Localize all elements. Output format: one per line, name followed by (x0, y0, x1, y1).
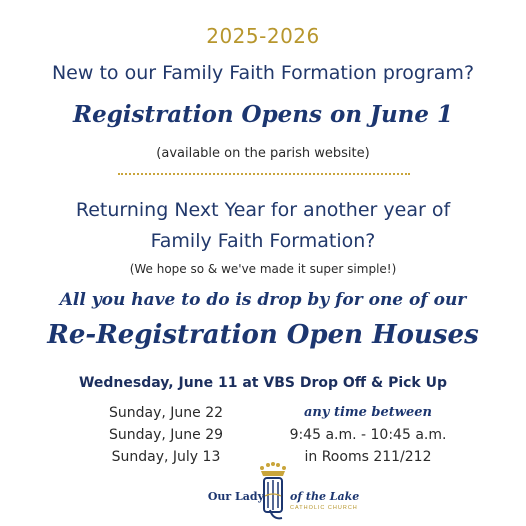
registration-opens-heading: Registration Opens on June 1 (72, 101, 454, 128)
crown-crest-icon (256, 462, 290, 522)
logo-text-of-the-lake: of the Lake (290, 490, 360, 503)
wednesday-date: Wednesday, June 11 at VBS Drop Off & Pick Up (78, 375, 448, 391)
logo-text-our-lady: Our Lady (207, 490, 264, 503)
logo-subtext: CATHOLIC CHURCH (290, 505, 358, 511)
anytime-label: any time between (303, 405, 432, 420)
sunday-date: Sunday, July 13 (111, 449, 221, 465)
all-you-do-text: All you have to do is drop by for one of our (59, 290, 467, 310)
hope-note: (We hope so & we've made it super simple!) (129, 262, 397, 276)
returning-question-line1: Returning Next Year for another year of (75, 199, 451, 221)
sunday-date: Sunday, June 22 (108, 405, 224, 421)
new-to-program-question: New to our Family Faith Formation program? (51, 62, 475, 84)
rooms: in Rooms 211/212 (304, 449, 432, 465)
time-info (288, 402, 448, 468)
returning-question-line2: Family Faith Formation? (150, 230, 376, 252)
open-houses-heading: Re-Registration Open Houses (47, 320, 479, 350)
church-logo (0, 462, 526, 522)
dotted-divider (118, 173, 410, 175)
sunday-dates (96, 402, 236, 468)
available-note: (available on the parish website) (156, 146, 370, 161)
time-range: 9:45 a.m. - 10:45 a.m. (289, 427, 447, 443)
program-year: 2025-2026 (206, 24, 320, 48)
sunday-date: Sunday, June 29 (108, 427, 224, 443)
